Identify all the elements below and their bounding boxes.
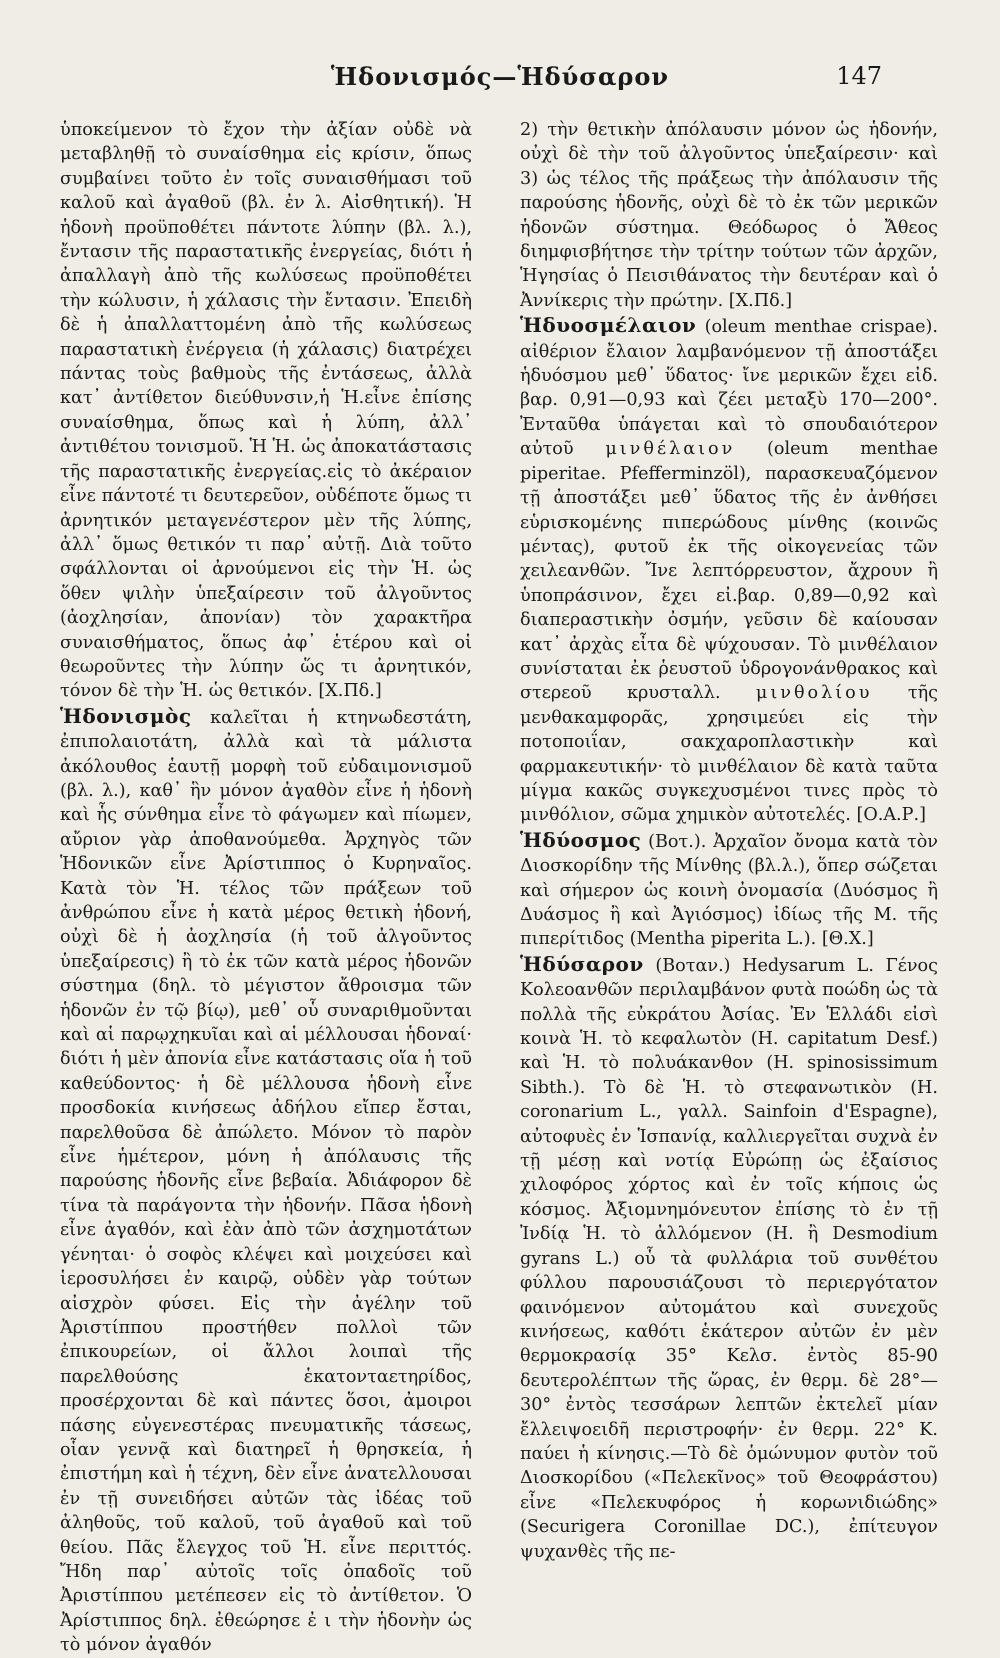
- entry-text: 2) τὴν θετικὴν ἀπόλαυσιν μόνον ὡς ἡδονήν, οὐχὶ δὲ τὴν τοῦ ἀλγοῦντος ὑπεξαίρεσιν· καὶ 3) ὡς τέλος τῆς πράξεως τὴν ἀπόλαυσιν τῆς παρούσης ἡδονῆς, οὐχὶ δὲ τὸ ἐκ τῶν μερικῶν ἡδονῶν σύστημα. Θεόδωρος ὁ Ἄθεος διημφισβήτησε τὴν τρίτην τούτων τῶν ἀρχῶν, Ἡγησίας ὁ Πεισιθάνατος τὴν δευτέραν καὶ ὁ Ἀννίκερις τὴν πρώτην. [Χ.Πδ.]: [520, 120, 938, 311]
- entry-hedysaron: [520, 952, 938, 1564]
- right-column: [520, 118, 938, 1564]
- entry-text: (Βοτ.). Ἀρχαῖον ὄνομα κατὰ τὸν Διοσκορίδην τῆς Μίνθης (βλ.λ.), ὅπερ σώζεται καὶ σήμερον ὡς κοινὴ ὀνομασία (Δυόσμος ἢ Δυάσμος ἢ καὶ Ἀγιόσμος) ἰδίως τῆς Μ. τῆς πιπερίτιδος (Mentha piperita L.). [Θ.Χ.]: [520, 831, 938, 950]
- headword: Ἡδύσαρον: [520, 951, 644, 976]
- entry-hedyosmelaion: [520, 313, 938, 828]
- entry-text: ὑποκείμενον τὸ ἔχον τὴν ἀξίαν οὐδὲ νὰ μεταβληθῇ τὸ συναίσθημα εἰς κρίσιν, ὅπως συμβαίνει τοῦτο ἐν τοῖς συναισθήμασι τοῦ καλοῦ καὶ ἀγαθοῦ (βλ. ἐν λ. Αἰσθητική). Ἡ ἡδονὴ προϋποθέτει πάντοτε λύπην (βλ. λ.), ἔντασιν τῆς παραστατικῆς ἐνεργείας, διότι ἡ ἀπαλλαγὴ ἀπὸ τῆς κωλύσεως προϋποθέτει τὴν κώλυσιν, ἡ χάλασις τὴν ἔντασιν. Ἐπειδὴ δὲ ἡ ἀπαλλαττομένη ἀπὸ τῆς κωλύσεως παραστατικὴ ἐνέργεια (ἡ χάλασις) διατρέχει πάντας τοὺς βαθμοὺς τῆς ἐντάσεως, ἀλλὰ κατ᾽ ἀντίθετον διεύθυνσιν,ἡ Ἡ.εἶνε ἐπίσης συναίσθημα, ὅπως καὶ ἡ λύπη, ἀλλ᾽ ἀντιθέτου τονισμοῦ. Ἡ Ἡ. ὡς ἀποκατάστασις τῆς παραστατικῆς ἐνεργείας.εἰς τὸ ἀκέραιον εἶνε πάντοτέ τι δευτερεῦον, οὐδέποτε ὅμως τι ἀρνητικόν μεταγενέστερον μὲν τῆς λύπης, ἀλλ᾽ ὅμως θετικόν τι παρ᾽ αὐτῇ. Διὰ τοῦτο σφάλλονται οἱ ἀρνούμενοι εἰς τὴν Ἡ. ὡς ὅθεν ψιλὴν ὑπεξαίρεσιν τοῦ ἀλγοῦντος (ἀοχλησίαν, ἀπονίαν) τὸν χαρακτῆρα συναισθήματος, ὅπως ἀφ᾽ ἑτέρου καὶ οἱ θεωροῦντες τὴν λύπην ὥς τι ἀρνητικόν, τόνον δὲ τὴν Ἡ. ὡς θετικόν. [Χ.Πδ.]: [60, 120, 472, 702]
- entry-continuation: [60, 118, 472, 704]
- headword: Ἡδύοσμος: [520, 827, 642, 852]
- entry-text: (oleum menthae piperitae. Pfefferminzöl), παρασκευαζόμενον τῇ ἀποστάξει μεθ᾽ ὕδατος τῆς ἐν ἀνθήσει εὑρισκομένης πιπερώδους μίνθης (κοινῶς μέντας), φυτοῦ ἐκ τῆς οἰκογενείας τῶν χειλεανθῶν. Ἴνε λεπτόρρευστον, ἄχρουν ἢ ὑποπράσινον, ἔχει εἰ.βαρ. 0,89—0,92 καὶ διαπεραστικὴν ὀσμήν, γεῦσιν δὲ καίουσαν κατ᾽ ἀρχὰς εἶτα δὲ ψύχουσαν. Τὸ μινθέλαιον συνίσταται ἐκ ῥευστοῦ ὑδρογονάνθρακος καὶ στερεοῦ κρυσταλλ.: [520, 439, 938, 704]
- page-number: 147: [836, 62, 882, 90]
- spaced-term: μινθολίου: [755, 683, 873, 704]
- running-head: Ἡδονισμός—Ἡδύσαρον: [330, 62, 670, 91]
- spaced-term: μινθέλαιον: [605, 439, 736, 460]
- entry-text: (Βοταν.) Hedysarum L. Γένος Κολεοανθῶν περιλαμβάνον φυτὰ ποώδη ὡς τὰ πολλὰ τῆς εὐκράτου Ἀσίας. Ἐν Ἑλλάδι εἰσὶ κοινὰ Ἡ. τὸ κεφαλωτὸν (H. capitatum Desf.) καὶ Ἡ. τὸ πολυάκανθον (H. spinosissimum Sibth.). Τὸ δὲ Ἡ. τὸ στεφανωτικὸν (H. coronarium L., γαλλ. Sainfoin d'Espagne), αὐτοφυὲς ἐν Ἱσπανίᾳ, καλλιεργεῖται συχνὰ ἐν τῇ μέσῃ καὶ νοτίᾳ Εὐρώπῃ ὡς ἐξαίσιος χιλοφόρος χόρτος καὶ ἐν τοῖς κήποις ὡς κόσμος. Ἀξιομνημόνευτον ἐπίσης τὸ ἐν τῇ Ἰνδίᾳ Ἡ. τὸ ἀλλόμενον (H. ἢ Desmodium gyrans L.) οὗ τὰ φυλλάρια τοῦ συνθέτου φύλλου παρουσιάζουσι τὸ περιεργότατον φαινόμενον αὐτομάτου καὶ συνεχοῦς κινήσεως, καθότι ἑκάτερον αὐτῶν ἐν μὲν θερμοκρασίᾳ 35° Κελσ. ἐντὸς 85-90 δευτερολέπτων τῆς ὥρας, ἐν θερμ. δὲ 28°—30° ἐντὸς τεσσάρων λεπτῶν ἐκτελεῖ μίαν ἔλλειψοειδῆ περιστροφήν· ἐν θερμ. 22° Κ. παύει ἡ κίνησις.—Τὸ δὲ ὁμώνυμον φυτὸν τοῦ Διοσκορίδου («Πελεκῖνος» τοῦ Θεοφράστου) εἶνε «Πελεκυφόρος ἡ κορωνιδιώδης» (Securigera Coronillae DC.), ἐπίτευγον ψυχανθὲς τῆς πε-: [520, 955, 938, 1562]
- entry-text: (oleum menthae crispae). αἰθέριον ἔλαιον λαμβανόμενον τῇ ἀποστάξει ἡδυόσμου μεθ᾽ ὕδατος· ἴνε μερικῶν ἔχει εἰδ. βαρ. 0,91—0,93 καὶ ζέει μεταξὺ 170—200°. Ἐνταῦθα ὑπάγεται καὶ τὸ σπουδαιότερον αὐτοῦ: [520, 317, 938, 460]
- headword: Ἡδονισμὸς: [60, 703, 192, 728]
- entry-continuation: [520, 118, 938, 313]
- entry-hedyosmos: [520, 828, 938, 952]
- entry-text: καλεῖται ἡ κτηνωδεστάτη, ἐπιπολαιοτάτη, ἀλλὰ καὶ τὰ μάλιστα ἀκόλουθος ἑαυτῇ μορφὴ τοῦ εὐδαιμονισμοῦ (βλ. λ.), καθ᾽ ἣν μόνον ἀγαθὸν εἶνε ἡ ἡδονὴ καὶ ἧς σύνθημα εἶνε τὸ φάγωμεν καὶ πίωμεν, αὔριον γὰρ ἀποθανούμεθα. Ἀρχηγὸς τῶν Ἡδονικῶν εἶνε Ἀρίστιππος ὁ Κυρηναῖος. Κατὰ τὸν Ἡ. τέλος τῶν πράξεων τοῦ ἀνθρώπου εἶνε ἡ κατὰ μέρος θετικὴ ἡδονή, οὐχὶ δὲ ἡ ἀοχλησία (ἡ τοῦ ἀλγοῦντος ὑπεξαίρεσις) ἢ τὸ ἐκ τῶν κατὰ μέρος ἡδονῶν σύστημα (δηλ. τὸ μέγιστον ἄθροισμα τῶν ἡδονῶν ἐν τῷ βίῳ), μεθ᾽ οὗ συναριθμοῦνται καὶ αἱ παρῳχηκυῖαι καὶ αἱ μέλλουσαι ἡδοναί· διότι ἡ μὲν ἀπονία εἶνε κατάστασις οἵα ἡ τοῦ καθεύδοντος· ἡ δὲ μέλλουσα ἡδονὴ εἶνε προσδοκία κινήσεως ἀδήλου εἴπερ ἔσται, παρελθοῦσα δὲ ἀπώλετο. Μόνον τὸ παρὸν εἶνε ἡμέτερον, μόνη ἡ ἀπόλαυσις τῆς παρούσης ἡδονῆς εἶνε βεβαία. Ἀδιάφορον δὲ τίνα τὰ παράγοντα τὴν ἡδονήν. Πᾶσα ἡδονὴ εἶνε ἀγαθόν, καὶ ἐὰν ἀπὸ τῶν ἀσχημοτάτων γένηται· ὁ σοφὸς κλέψει καὶ μοιχεύσει καὶ ἱεροσυλήσει ἐν καιρῷ, οὐδὲν γὰρ τούτων αἰσχρὸν φύσει. Εἰς τὴν ἀγέλην τοῦ Ἀριστίππου προστήθεν πολλοὶ τῶν ἐπικουρείων, οἱ ἄλλοι λοιπαὶ τῆς παρελθούσης ἑκατονταετηρίδος, προσέρχονται δὲ καὶ πάντες ὅσοι, ἀμοιροι πάσης εὐγενεστέρας πνευματικῆς τάσεως, οἷαν γεννᾷ καὶ διατηρεῖ ἡ θρησκεία, ἡ ἐπιστήμη καὶ ἡ τέχνη, δὲν εἶνε ἀνατελλουσαι ἐν τῇ συνειδήσει αὐτῶν τὰς ἰδέας τοῦ ἀληθοῦς, τοῦ καλοῦ, τοῦ ἀγαθοῦ καὶ τοῦ θείου. Πᾶς ἔλεγχος τοῦ Ἡ. εἶνε περιττός. Ἤδη παρ᾽ αὐτοῖς τοῖς ὀπαδοῖς τοῦ Ἀριστίππου μετέπεσεν εἰς τὸ ἀντίθετον. Ὁ Ἀρίστιππος δηλ. ἐθεώρησε ἐ ι τὴν ἡδονὴν ὡς τὸ μόνον ἀγαθόν: [60, 707, 472, 1656]
- headword: Ἡδυοσμέλαιον: [520, 313, 697, 338]
- left-column: [60, 118, 472, 1658]
- entry-text: τῆς μενθακαμφορᾶς, χρησιμεύει εἰς τὴν ποτοποιΐαν, σακχαροπλαστικὴν καὶ φαρμακευτικήν· τὸ μινθέλαιον δὲ κατὰ ταῦτα μίγμα κακῶς συγκεχυσμένοι τινες πρὸς τὸ μινθόλιον, σῶμα χημικὸν αὐτοτελές. [Ο.Α.Ρ.]: [520, 683, 938, 826]
- entry-hedonismos: [60, 704, 472, 1658]
